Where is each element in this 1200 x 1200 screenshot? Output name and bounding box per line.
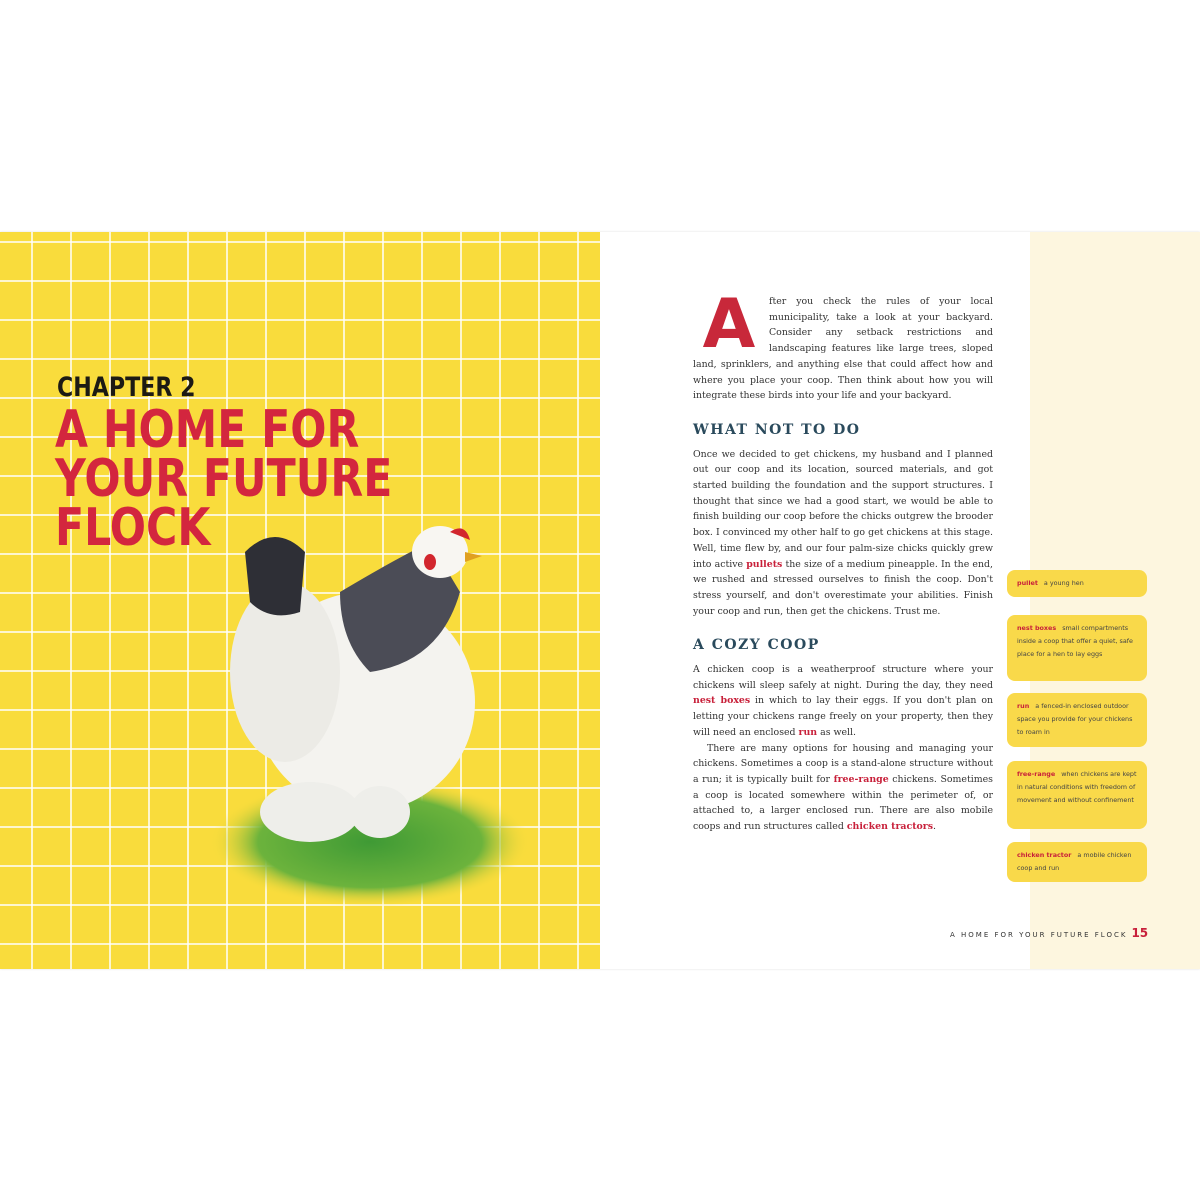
glossary-definition: a fenced-in enclosed outdoor space you provide for your chickens to roam in — [1017, 702, 1133, 736]
text: the size of a medium pineapple. In the end, we rushed and stressed ourselves to finish the coop. Don't stress yourself, and don't overestimate your abilities. Finish your coop and run, then get the chickens. Trust me. — [693, 558, 993, 617]
keyword-nest-boxes: nest boxes — [693, 695, 751, 707]
chapter-label: CHAPTER 2 — [57, 372, 196, 403]
heading-what-not-to-do: WHAT NOT TO DO — [693, 421, 861, 438]
glossary-term: chicken tractor — [1017, 851, 1072, 859]
text: . — [933, 821, 937, 833]
glossary-term: free-range — [1017, 770, 1056, 778]
glossary-term: pullet — [1017, 579, 1038, 587]
chapter-title: A HOME FOR YOUR FUTURE FLOCK — [55, 400, 393, 558]
keyword-chicken-tractors: chicken tractors — [846, 821, 934, 833]
glossary-term: nest boxes — [1017, 624, 1057, 632]
glossary-definition: a mobile chicken coop and run — [1017, 851, 1132, 872]
paragraph — [693, 741, 993, 835]
running-head: A HOME FOR YOUR FUTURE FLOCK — [950, 931, 1128, 939]
text: in which to lay their eggs. If you don't plan on letting your chickens range freely on your property, then they will need an enclosed — [693, 695, 993, 738]
book-spread — [0, 232, 1200, 969]
paragraph — [693, 662, 993, 741]
glossary-box — [1007, 842, 1147, 882]
keyword-pullets: pullets — [746, 558, 783, 570]
keyword-run: run — [798, 726, 818, 738]
text: A chicken coop is a weatherproof structure where your chickens will sleep safely at night. During the day, they need — [693, 664, 993, 691]
glossary-box — [1007, 615, 1147, 681]
keyword-free-range: free-range — [833, 773, 889, 785]
chicken-illustration — [200, 522, 530, 922]
text: There are many options for housing and managing your chickens. Sometimes a coop is a stand-alone structure without a run; it is typically built for — [693, 742, 993, 785]
text: chickens. Sometimes a coop is located somewhere within the perimeter of, or attached to, a larger enclosed run. There are also mobile coops and run structures called — [693, 773, 993, 833]
glossary-box — [1007, 761, 1147, 829]
glossary-term: run — [1017, 702, 1030, 710]
drop-cap: A — [702, 285, 756, 364]
heading-a-cozy-coop: A COZY COOP — [693, 637, 820, 654]
glossary-definition: when chickens are kept in natural conditions with freedom of movement and without confinement — [1017, 770, 1137, 804]
glossary-box — [1007, 693, 1147, 747]
text: Once we decided to get chickens, my husband and I planned out our coop and its location, sourced materials, and got started building the foundation and the support structures. I thought that since we had a good start, we would be able to finish building our coop before the chicks outgrew the brooder box. I convinced my other half to go get chickens at this stage. Well, time flew by, and our four palm-size chicks quickly grew into active — [693, 448, 993, 570]
glossary-definition: a young hen — [1043, 579, 1084, 587]
glossary-definition: small compartments inside a coop that offer a quiet, safe place for a hen to lay eggs — [1017, 624, 1133, 658]
text: as well. — [817, 726, 857, 738]
body-text — [693, 285, 993, 835]
paragraph — [693, 447, 993, 620]
page-number: 15 — [1131, 926, 1149, 940]
intro-paragraph: fter you check the rules of your local municipality, take a look at your backyard. Consider any setback restrictions and landscaping features like large trees, sloped land, sprinklers, and anything else that could affect how and where you place your coop. Then think about how you will integrate these birds into your life and your backyard. — [693, 296, 993, 402]
left-page — [0, 232, 600, 969]
glossary-box — [1007, 570, 1147, 597]
right-page — [600, 232, 1200, 969]
page-footer — [950, 926, 1148, 940]
